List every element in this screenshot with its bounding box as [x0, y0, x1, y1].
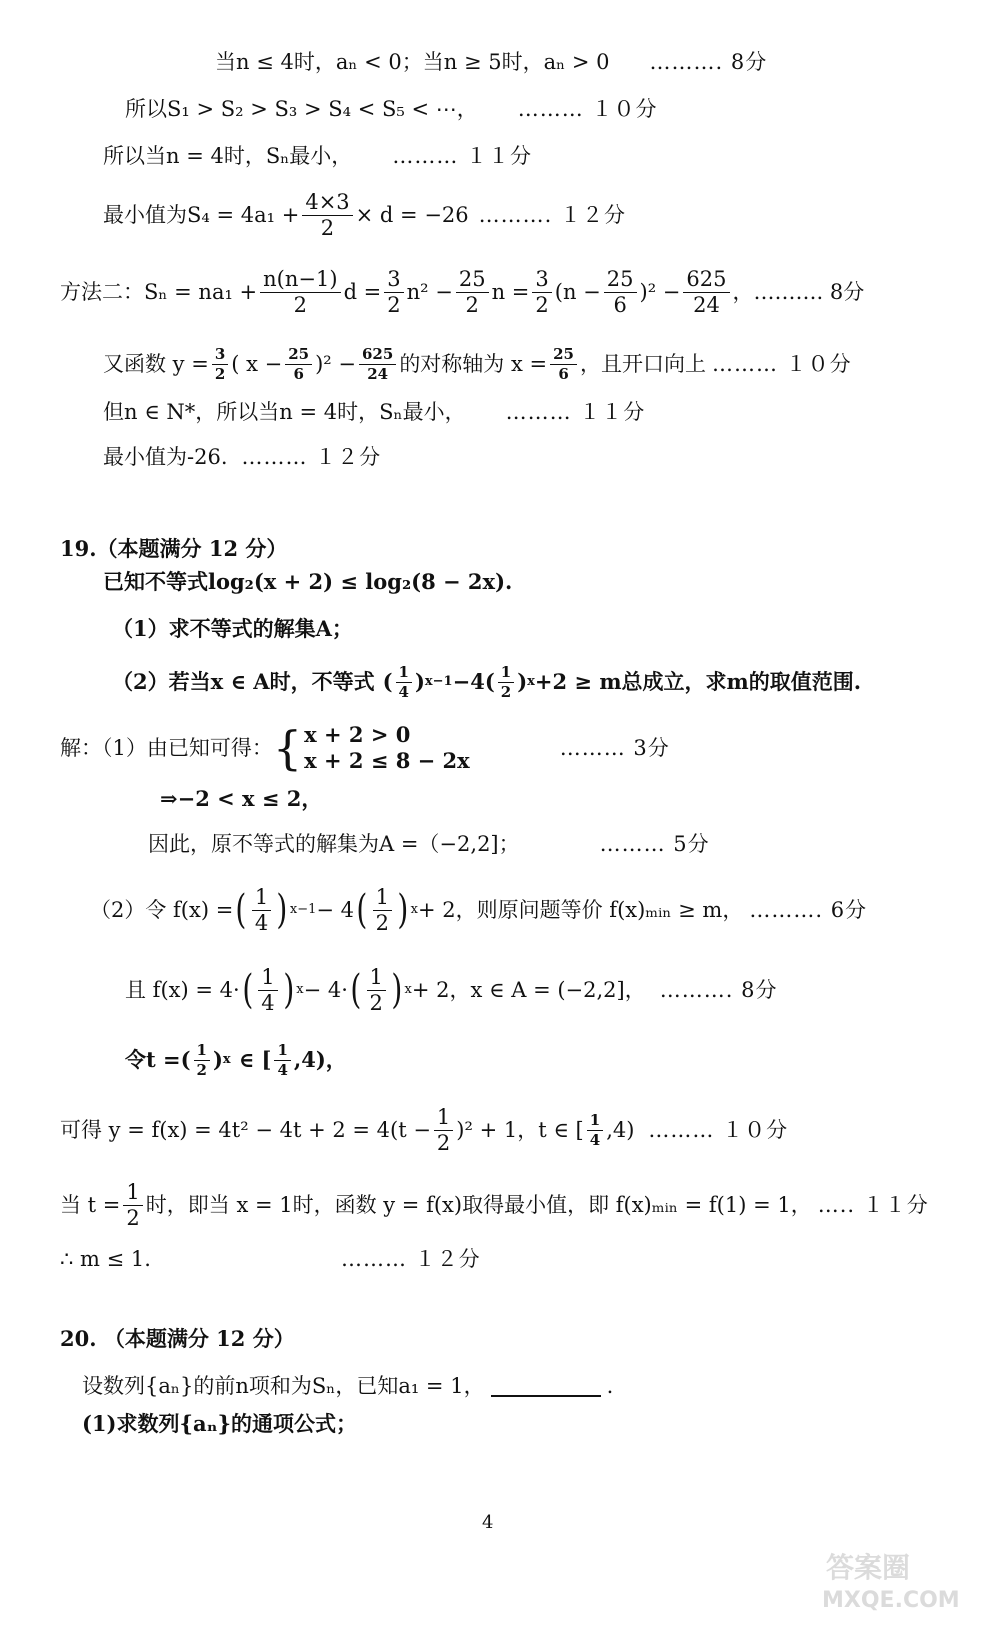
frac-den: 2	[369, 990, 383, 1015]
q19-part-1-text: （1）求不等式的解集A；	[112, 616, 353, 641]
score-12: ……… １２分	[340, 1247, 481, 1271]
m2-line-2-mid: ( x −	[231, 352, 283, 376]
m2-line-2-post: 的对称轴为 x =	[399, 352, 548, 376]
m2-line-2	[103, 342, 852, 386]
q19-solution-3-text: 因此，原不等式的解集为A =（−2,2]；	[148, 832, 520, 856]
frac-num: 1	[194, 1043, 210, 1061]
fraction	[258, 964, 277, 1015]
frac-den: 4	[261, 990, 275, 1015]
frac-den: 2	[535, 292, 549, 317]
frac-num: 3	[212, 347, 228, 365]
frac-num: 4×3	[302, 192, 352, 216]
fraction	[434, 1104, 453, 1155]
frac-den: 2	[375, 910, 390, 935]
m2-line-3	[103, 398, 645, 426]
fraction	[550, 344, 577, 383]
m2-line-2-pre: 又函数 y =	[103, 352, 209, 376]
q19-solution-1	[60, 722, 670, 774]
frac-num: n(n−1)	[260, 269, 340, 293]
q19-solution-9	[60, 1245, 481, 1273]
frac-den: 2	[214, 364, 226, 383]
q19-solution-4: （2）令 f(x) = ( $\frac{1}{4}$ ) x−1 − 4 ( $\frac{1}{2}$ ) x + 2，则原问题等价 f(x)ₘᵢₙ ≥ m， ………. 6分	[90, 884, 868, 935]
m2-line-4	[103, 443, 381, 471]
m2-line-1-tail: n² −	[406, 280, 453, 304]
score-10: ……… １０分	[711, 352, 852, 376]
frac-den: 2	[320, 215, 335, 240]
q19-solution-8-pre: 当 t =	[60, 1193, 121, 1217]
q19-stem-text: 已知不等式log₂(x + 2) ≤ log₂(8 − 2x).	[103, 569, 513, 594]
m1-line-1	[215, 48, 767, 76]
q19-solution-8-post: 时，即当 x = 1时，函数 y = f(x)取得最小值，即 f(x)ₘᵢₙ = f(1) = 1，	[145, 1193, 812, 1217]
m1-line-4-post: × d = −26	[355, 203, 469, 227]
system-row-2: x + 2 ≤ 8 − 2x	[304, 748, 470, 773]
q20-title	[60, 1325, 295, 1353]
q19-solution-4-mid: − 4	[316, 898, 355, 922]
fraction	[285, 344, 312, 383]
fraction	[367, 964, 386, 1015]
q19-solution-9-text: ∴ m ≤ 1.	[60, 1247, 151, 1271]
fraction	[274, 1040, 290, 1079]
q19-solution-2	[160, 785, 322, 813]
frac-den: 2	[436, 1130, 451, 1155]
m1-line-2-text: 所以S₁ > S₂ > S₃ > S₄ < S₅ < ⋯，	[125, 97, 478, 121]
frac-num: 3	[384, 269, 403, 293]
frac-den: 2	[500, 682, 512, 701]
fraction	[359, 344, 396, 383]
frac-num: 25	[285, 347, 312, 365]
svg-text:MXQE.COM: MXQE.COM	[822, 1588, 960, 1613]
fraction	[456, 266, 489, 317]
frac-num: 1	[587, 1113, 603, 1131]
q19-solution-5: 且 f(x) = 4· ( $\frac{1}{4}$ ) x − 4· ( $\frac{1}{2}$ ) x + 2，x ∈ A = (−2,2]， ………. 8分	[125, 964, 778, 1015]
frac-num: 1	[373, 887, 392, 911]
m2-line-1-end: (n −	[554, 280, 601, 304]
score-5: ……… 5分	[599, 832, 710, 856]
m2-line-1-mid: d =	[343, 280, 382, 304]
frac-num: 25	[550, 347, 577, 365]
fraction	[123, 1179, 142, 1230]
frac-den: 24	[367, 364, 389, 383]
brace-icon: {	[272, 721, 303, 775]
q19-part-2-post: +2 ≥ m总成立，求m的取值范围.	[534, 669, 862, 694]
score-10: ……… １０分	[517, 97, 658, 121]
frac-den: 24	[693, 292, 720, 317]
answer-blank[interactable]	[491, 1375, 601, 1397]
frac-num: 625	[683, 269, 729, 293]
score-8: ………. 8分	[659, 978, 778, 1002]
fraction	[498, 662, 514, 701]
fraction	[384, 266, 403, 317]
fraction	[396, 662, 412, 701]
inequality-system	[304, 722, 470, 774]
score-6: ………. 6分	[749, 898, 868, 922]
m2-line-3-text: 但n ∈ N*，所以当n = 4时，Sₙ最小，	[103, 400, 466, 424]
score-12: ………. １２分	[478, 203, 626, 227]
m2-line-1-end2: )² −	[639, 280, 681, 304]
q20-part-1	[82, 1410, 357, 1438]
frac-den: 6	[293, 364, 304, 383]
score-11: ……… １１分	[392, 144, 532, 168]
fraction	[302, 189, 352, 240]
q19-solution-6-post: ∈ [	[238, 1047, 272, 1072]
frac-den: 2	[387, 292, 401, 317]
q20-stem	[82, 1372, 613, 1400]
q19-title	[60, 535, 287, 563]
q19-part-1	[112, 615, 353, 643]
frac-num: 1	[252, 887, 271, 911]
frac-den: 2	[196, 1060, 207, 1079]
q19-solution-5-pre: 且 f(x) = 4·	[125, 978, 240, 1002]
score-11: ……… １１分	[505, 400, 646, 424]
q20-title-text: 20. （本题满分 12 分）	[60, 1326, 295, 1351]
score-11: ….. １１分	[817, 1193, 929, 1217]
frac-den: 6	[558, 364, 569, 383]
q19-solution-6: 令t = ( $\frac{1}{2}$ ) x ∈ [ $\frac{1}{4}$ ,4)，	[125, 1040, 347, 1079]
fraction	[212, 344, 228, 383]
q19-solution-4-post: + 2，则原问题等价 f(x)ₘᵢₙ ≥ m，	[417, 898, 744, 922]
score-8: ………. 8分	[649, 50, 768, 74]
svg-text:答案圈: 答案圈	[826, 1551, 911, 1584]
q20-part-1-text: (1)求数列{aₙ}的通项公式；	[82, 1411, 357, 1436]
q19-solution-4-pre: （2）令 f(x) =	[90, 898, 234, 922]
fraction	[373, 884, 392, 935]
fraction	[532, 266, 551, 317]
fraction	[252, 884, 271, 935]
q19-solution-7	[60, 1105, 788, 1155]
q19-solution-3	[148, 830, 710, 858]
frac-num: 1	[123, 1182, 142, 1206]
m1-line-1-text: 当n ≤ 4时，aₙ < 0；当n ≥ 5时，aₙ > 0	[215, 50, 610, 74]
q19-solution-2-text: ⇒−2 < x ≤ 2，	[160, 786, 323, 811]
q19-solution-5-post: + 2，x ∈ A = (−2,2]，	[411, 978, 646, 1002]
score-8: ，………. 8分	[732, 280, 865, 304]
frac-num: 25	[604, 269, 637, 293]
frac-den: 6	[613, 292, 627, 317]
m2-line-4-text: 最小值为-26.	[103, 445, 228, 469]
m2-line-1-tail2: n =	[491, 280, 530, 304]
frac-den: 2	[126, 1205, 140, 1230]
frac-num: 1	[258, 967, 277, 991]
frac-den: 4	[398, 682, 409, 701]
q19-solution-7-post: )² + 1，t ∈ [	[456, 1118, 584, 1142]
frac-num: 1	[498, 665, 514, 683]
frac-den: 4	[254, 910, 269, 935]
fraction	[260, 266, 340, 317]
m1-line-4-pre: 最小值为S₄ = 4a₁ +	[103, 203, 300, 227]
fraction	[604, 266, 637, 317]
system-row-1: x + 2 > 0	[304, 722, 411, 747]
fraction	[683, 266, 729, 317]
frac-num: 1	[434, 1107, 453, 1131]
m1-line-2	[125, 95, 657, 123]
frac-den: 2	[465, 292, 479, 317]
q19-stem	[103, 568, 512, 596]
frac-num: 25	[456, 269, 489, 293]
q19-solution-7-pre: 可得 y = f(x) = 4t² − 4t + 2 = 4(t −	[60, 1118, 431, 1142]
m2-line-1	[60, 265, 864, 319]
fraction	[194, 1040, 210, 1079]
m1-line-3-text: 所以当n = 4时，Sₙ最小，	[103, 144, 353, 168]
score-3: ……… 3分	[559, 736, 670, 760]
solution-label: 解：（1）由已知可得：	[60, 736, 273, 760]
q19-solution-5-mid: − 4·	[303, 978, 348, 1002]
q19-title-text: 19.（本题满分 12 分）	[60, 536, 288, 561]
q20-stem-text: 设数列{aₙ}的前n项和为Sₙ，已知a₁ = 1，	[82, 1374, 485, 1398]
watermark-logo-icon	[816, 1545, 976, 1615]
score-12: ……… １２分	[241, 445, 382, 469]
frac-num: 3	[532, 269, 551, 293]
frac-den: 2	[293, 292, 308, 317]
frac-num: 625	[359, 347, 396, 365]
m2-line-2-mid2: )² −	[315, 352, 356, 376]
frac-den: 4	[277, 1060, 288, 1079]
m2-line-1-pre: 方法二：Sₙ = na₁ +	[60, 280, 258, 304]
m1-line-3	[103, 142, 532, 170]
q19-solution-6-end: ,4)，	[293, 1047, 347, 1072]
q19-solution-7-end: ,4)	[606, 1118, 635, 1142]
page-number: 4	[482, 1512, 494, 1533]
q19-part-2: （2）若当x ∈ A时，不等式 ( $\frac{1}{4}$ ) x−1 −4 ( $\frac{1}{2}$ ) x +2 ≥ m总成立，求m的取值范围.	[112, 662, 862, 701]
score-10: ……… １０分	[648, 1118, 789, 1142]
q19-part-2-mid: −4	[452, 669, 485, 694]
frac-num: 1	[367, 967, 386, 991]
m1-line-4	[103, 190, 626, 240]
q20-stem-end: .	[606, 1374, 614, 1398]
q19-solution-8	[60, 1180, 929, 1230]
m2-line-2-post2: ，且开口向上	[579, 352, 706, 376]
frac-num: 1	[274, 1043, 290, 1061]
q19-part-2-pre: （2）若当x ∈ A时，不等式	[112, 669, 375, 694]
q19-solution-6-pre: 令t =	[125, 1047, 181, 1072]
fraction	[587, 1110, 603, 1149]
frac-den: 4	[589, 1130, 601, 1149]
frac-num: 1	[396, 665, 412, 683]
